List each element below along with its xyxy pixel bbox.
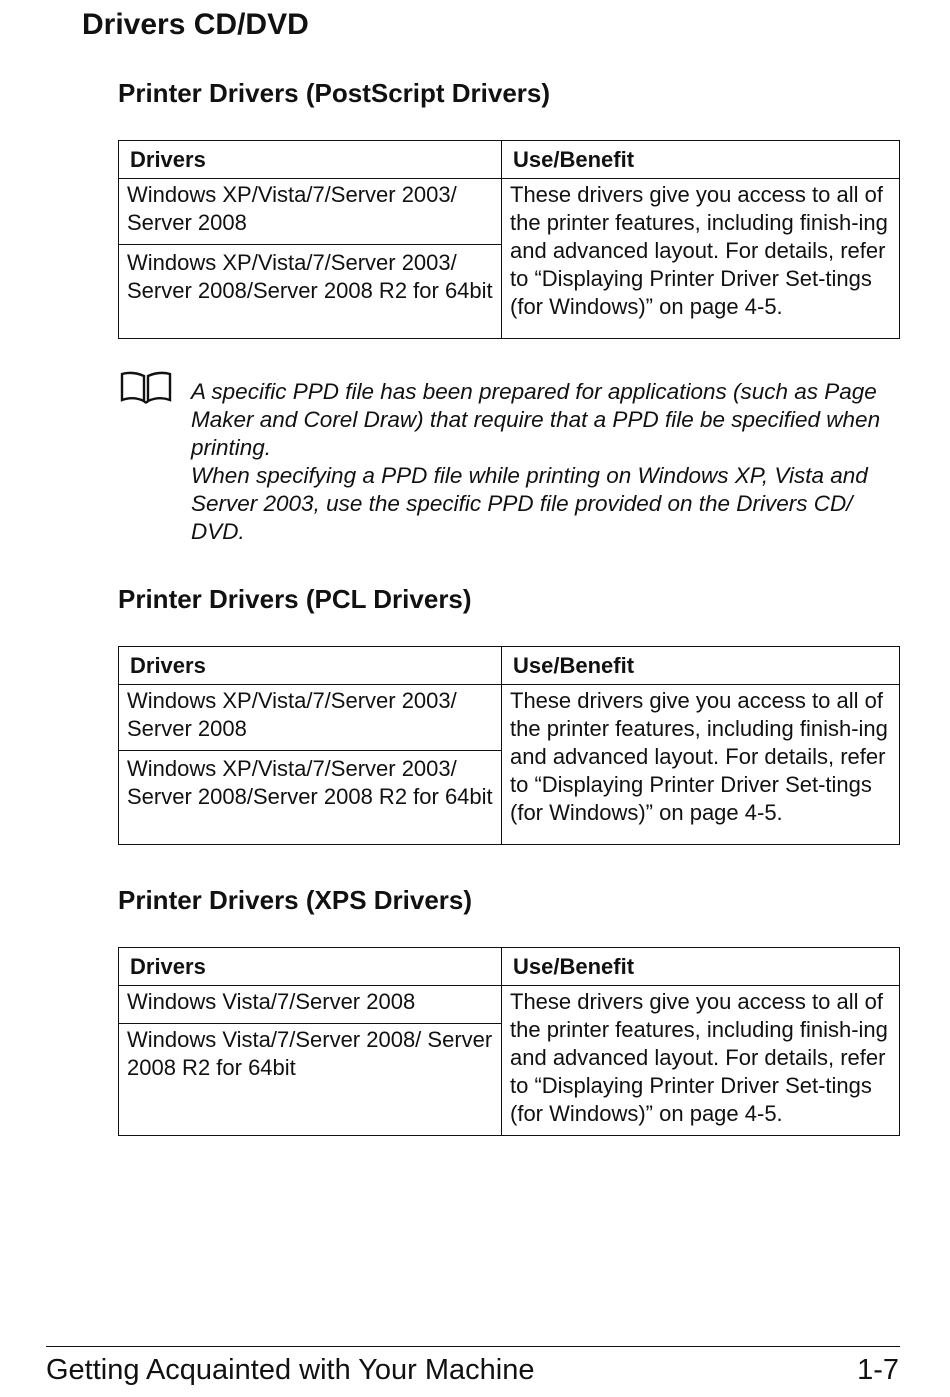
footer-divider [46, 1346, 900, 1347]
page-number: 1-7 [857, 1354, 899, 1386]
section-pcl-drivers [118, 582, 900, 845]
table-row [119, 685, 900, 751]
benefit-cell: These drivers give you access to all of the printer features, including finish-ing and advanced layout. For details, refer to “Displaying Printer Driver Set-tings (for Windows)” on page 4-5. [502, 179, 900, 339]
footer-title: Getting Acquainted with Your Machine [46, 1354, 535, 1386]
table-header-row [119, 647, 900, 685]
benefit-cell: These drivers give you access to all of the printer features, including finish-ing and advanced layout. For details, refer to “Displaying Printer Driver Set-tings (for Windows)” on page 4-5. [502, 986, 900, 1136]
drivers-table [118, 947, 900, 1136]
driver-cell: Windows Vista/7/Server 2008/ Server 2008 R2 for 64bit [119, 1024, 502, 1136]
page-title: Drivers CD/DVD [82, 8, 309, 41]
table-row [119, 986, 900, 1024]
header-drivers: Drivers [119, 647, 502, 685]
section-title: Printer Drivers (PostScript Drivers) [118, 78, 551, 108]
section-postscript-drivers [118, 76, 900, 339]
section-title: Printer Drivers (PCL Drivers) [118, 584, 472, 614]
note-paragraph: When specifying a PPD file while printing on Windows XP, Vista and Server 2003, use the specific PPD file provided on the Drivers CD/ DVD. [191, 463, 868, 544]
section-title: Printer Drivers (XPS Drivers) [118, 885, 473, 915]
drivers-table [118, 646, 900, 845]
driver-cell: Windows XP/Vista/7/Server 2003/ Server 2008 [119, 179, 502, 245]
note-text [191, 378, 906, 546]
note-paragraph: A specific PPD file has been prepared for applications (such as Page Maker and Corel Draw) that require that a PPD file be specified when printing. [191, 379, 881, 460]
header-use-benefit: Use/Benefit [502, 948, 900, 986]
table-header-row [119, 948, 900, 986]
header-use-benefit: Use/Benefit [502, 647, 900, 685]
driver-cell: Windows XP/Vista/7/Server 2003/ Server 2008 [119, 685, 502, 751]
driver-cell: Windows XP/Vista/7/Server 2003/ Server 2008/Server 2008 R2 for 64bit [119, 751, 502, 845]
header-use-benefit: Use/Benefit [502, 141, 900, 179]
header-drivers: Drivers [119, 141, 502, 179]
table-header-row [119, 141, 900, 179]
table-row [119, 179, 900, 245]
drivers-table [118, 140, 900, 339]
note-book-icon [118, 370, 174, 406]
header-drivers: Drivers [119, 948, 502, 986]
driver-cell: Windows Vista/7/Server 2008 [119, 986, 502, 1024]
benefit-cell: These drivers give you access to all of the printer features, including finish-ing and advanced layout. For details, refer to “Displaying Printer Driver Set-tings (for Windows)” on page 4-5. [502, 685, 900, 845]
section-xps-drivers [118, 883, 900, 1136]
driver-cell: Windows XP/Vista/7/Server 2003/ Server 2008/Server 2008 R2 for 64bit [119, 245, 502, 339]
